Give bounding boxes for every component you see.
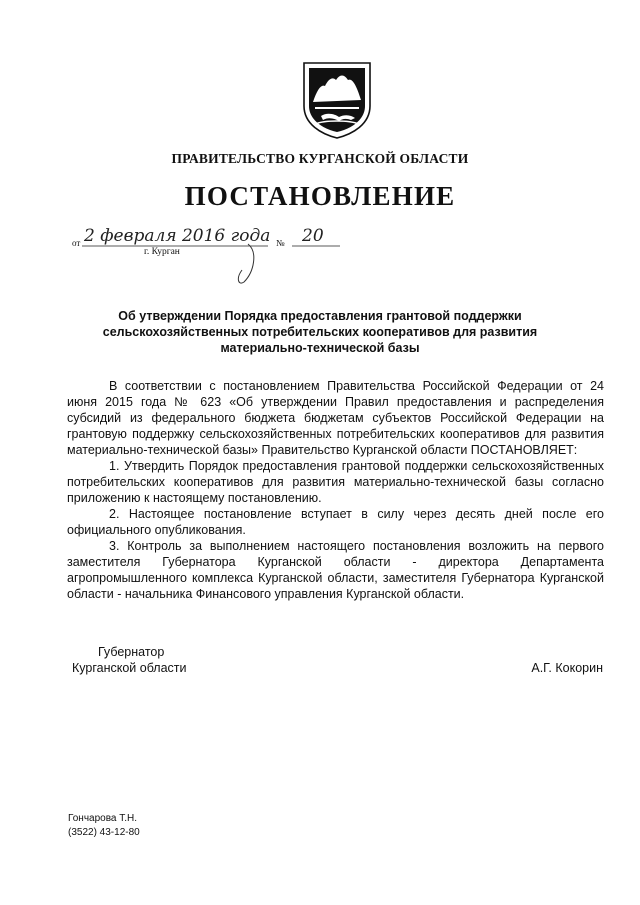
- document-title: [0, 308, 640, 356]
- number-underline: [292, 242, 342, 248]
- item-1-paragraph: 1. Утвердить Порядок предоставления грантовой поддержки сельскохозяйственных потребительских кооперативов для развития материально-технической базы согласно приложению к настоящему постановлению.: [67, 459, 604, 505]
- date-number-line: [72, 226, 372, 286]
- number-label: №: [276, 238, 285, 248]
- title-line-3: материально-технической базы: [220, 341, 420, 355]
- document-body: [67, 378, 604, 602]
- date-from-label: от: [72, 238, 81, 248]
- coat-of-arms-icon: [301, 60, 373, 140]
- executor-name: Гончарова Т.Н.: [68, 813, 138, 824]
- document-type-title: ПОСТАНОВЛЕНИЕ: [184, 181, 456, 211]
- number-handwritten: 20: [302, 226, 324, 246]
- item-2-paragraph: 2. Настоящее постановление вступает в силу через десять дней после его официального опубликования.: [67, 507, 604, 537]
- position-line-2: Курганской области: [72, 661, 187, 675]
- date-handwritten: 2 февраля 2016 года: [84, 226, 271, 246]
- signatory-position: [72, 644, 187, 676]
- city-label: г. Курган: [144, 247, 180, 257]
- executor-phone: (3522) 43-12-80: [68, 827, 140, 838]
- government-name: ПРАВИТЕЛЬСТВО КУРГАНСКОЙ ОБЛАСТИ: [171, 151, 469, 166]
- position-line-1: Губернатор: [98, 645, 165, 659]
- title-line-2: сельскохозяйственных потребительских кооперативов для развития: [102, 325, 538, 339]
- executor-info: [68, 812, 140, 840]
- item-3-paragraph: 3. Контроль за выполнением настоящего постановления возложить на первого заместителя Губернатора Курганской области - директора Департамента агропромышленного комплекса Курганской области, заместителя Губернатора Курганской области - начальника Финансового управления Курганской области.: [67, 539, 604, 601]
- title-line-1: Об утверждении Порядка предоставления грантовой поддержки: [118, 309, 522, 323]
- signatory-name: А.Г. Кокорин: [531, 661, 603, 675]
- preamble-paragraph: В соответствии с постановлением Правительства Российской Федерации от 24 июня 2015 года № 623 «Об утверждении Правил предоставления и распределения субсидий из федерального бюджета бюджетам субъектов Российской Федерации на грантовую поддержку сельскохозяйственных потребительских кооперативов для развития материально-технической базы» Правительство Курганской области ПОСТАНОВЛЯЕТ:: [67, 379, 604, 457]
